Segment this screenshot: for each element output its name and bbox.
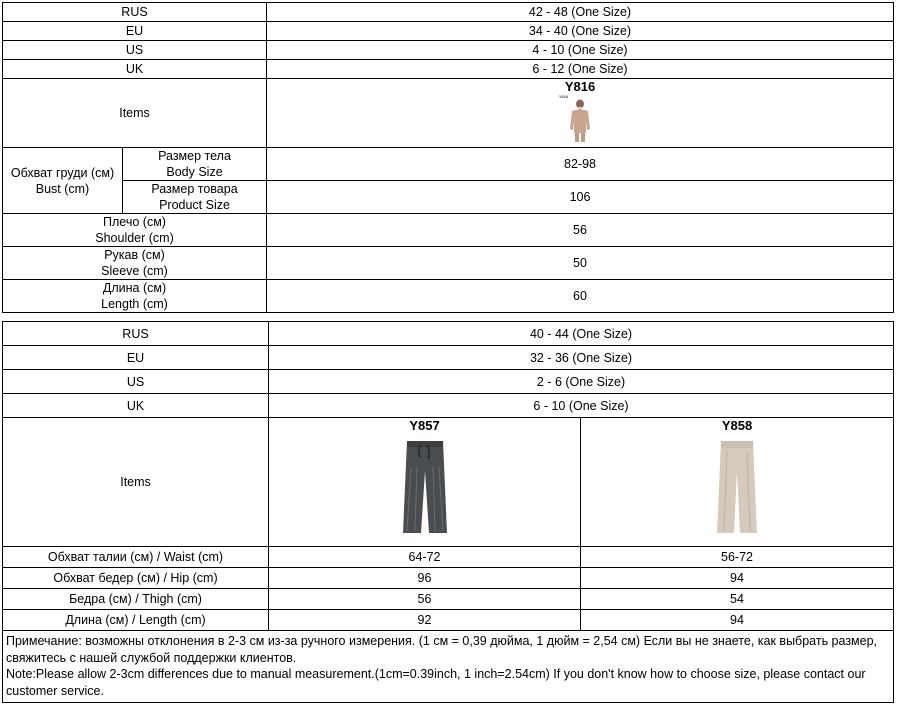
body-size-value: 82-98	[267, 148, 894, 181]
waist-label: Обхват талии (см) / Waist (cm)	[3, 547, 269, 568]
hip-y857: 96	[269, 568, 581, 589]
row-sleeve	[3, 247, 894, 280]
bust-label	[3, 148, 123, 214]
shoulder-ru: Плечо (см)	[103, 215, 166, 229]
row-eu	[3, 22, 894, 41]
eu-value-2: 32 - 36 (One Size)	[269, 346, 894, 370]
length-value: 60	[267, 280, 894, 313]
row-hip	[3, 568, 894, 589]
row-waist	[3, 547, 894, 568]
row-rus-2	[3, 322, 894, 346]
row-note	[3, 631, 894, 703]
us-value-2: 2 - 6 (One Size)	[269, 370, 894, 394]
row-shoulder	[3, 214, 894, 247]
row-uk-2	[3, 394, 894, 418]
row-items-2	[3, 418, 894, 547]
row-body-size	[3, 148, 894, 181]
eu-label-2: EU	[3, 346, 269, 370]
rus-value: 42 - 48 (One Size)	[267, 3, 894, 22]
us-value: 4 - 10 (One Size)	[267, 41, 894, 60]
shoulder-en: Shoulder (cm)	[95, 231, 174, 245]
body-size-en: Body Size	[166, 165, 223, 179]
uk-label: UK	[3, 60, 267, 79]
item-y857-cell	[269, 418, 581, 547]
rus-value-2: 40 - 44 (One Size)	[269, 322, 894, 346]
thigh-y858: 54	[581, 589, 894, 610]
product-code-y857: Y857	[409, 418, 440, 433]
waist-y857: 64-72	[269, 547, 581, 568]
eu-value: 34 - 40 (One Size)	[267, 22, 894, 41]
hip-y858: 94	[581, 568, 894, 589]
light-pants-image	[707, 437, 767, 535]
row-length-2	[3, 610, 894, 631]
note-en: Note:Please allow 2-3cm differences due to manual measurement.(1cm=0.39inch, 1 inch=2.54cm) If you don't know how to choose size, please contact our customer service.	[6, 667, 866, 698]
uk-value-2: 6 - 10 (One Size)	[269, 394, 894, 418]
length-y857: 92	[269, 610, 581, 631]
sleeve-value: 50	[267, 247, 894, 280]
row-length	[3, 280, 894, 313]
items-label-2: Items	[3, 418, 269, 547]
length-label-2: Длина (см) / Length (cm)	[3, 610, 269, 631]
note-cell	[3, 631, 894, 703]
product-size-label	[123, 181, 267, 214]
rus-label-2: RUS	[3, 322, 269, 346]
length-y858: 94	[581, 610, 894, 631]
product-code-y858: Y858	[721, 418, 753, 433]
row-items	[3, 79, 894, 148]
dark-pants-image	[395, 437, 455, 535]
bust-label-en: Bust (cm)	[35, 181, 90, 196]
length-label	[3, 280, 267, 313]
row-eu-2	[3, 346, 894, 370]
body-size-label	[123, 148, 267, 181]
size-table-top	[2, 2, 894, 313]
thigh-y857: 56	[269, 589, 581, 610]
product-size-value: 106	[267, 181, 894, 214]
size-table-bottom	[2, 321, 894, 703]
uk-value: 6 - 12 (One Size)	[267, 60, 894, 79]
product-y816	[558, 79, 596, 147]
row-thigh	[3, 589, 894, 610]
waist-y858: 56-72	[581, 547, 894, 568]
row-us	[3, 41, 894, 60]
row-uk	[3, 60, 894, 79]
product-code: Y816	[564, 79, 596, 94]
item-y858-cell	[581, 418, 894, 547]
sweater-image	[567, 99, 593, 143]
sleeve-en: Sleeve (cm)	[101, 264, 168, 278]
sleeve-label	[3, 247, 267, 280]
thigh-label: Бедра (см) / Thigh (cm)	[3, 589, 269, 610]
shoulder-value: 56	[267, 214, 894, 247]
row-rus	[3, 3, 894, 22]
product-small-code: Y816	[558, 94, 569, 99]
row-us-2	[3, 370, 894, 394]
product-size-ru: Размер товара	[151, 182, 238, 196]
note-ru: Примечание: возможны отклонения в 2-3 см из-за ручного измерения. (1 см = 0,39 дюйма, 1 дюйм = 2,54 см) Если вы не знаете, как выбрать размер, свяжитесь с нашей службой поддержки клиентов.	[6, 634, 878, 665]
length-en: Length (cm)	[101, 297, 168, 311]
length-ru: Длина (см)	[102, 281, 167, 295]
eu-label: EU	[3, 22, 267, 41]
shoulder-label	[3, 214, 267, 247]
uk-label-2: UK	[3, 394, 269, 418]
product-size-en: Product Size	[159, 198, 230, 212]
items-label: Items	[3, 79, 267, 148]
us-label: US	[3, 41, 267, 60]
bust-label-ru: Обхват груди (см)	[10, 165, 115, 180]
us-label-2: US	[3, 370, 269, 394]
rus-label: RUS	[3, 3, 267, 22]
row-product-size	[3, 181, 894, 214]
sleeve-ru: Рукав (см)	[104, 248, 165, 262]
hip-label: Обхват бедер (см) / Hip (cm)	[3, 568, 269, 589]
body-size-ru: Размер тела	[158, 149, 231, 163]
items-cell	[267, 79, 894, 148]
